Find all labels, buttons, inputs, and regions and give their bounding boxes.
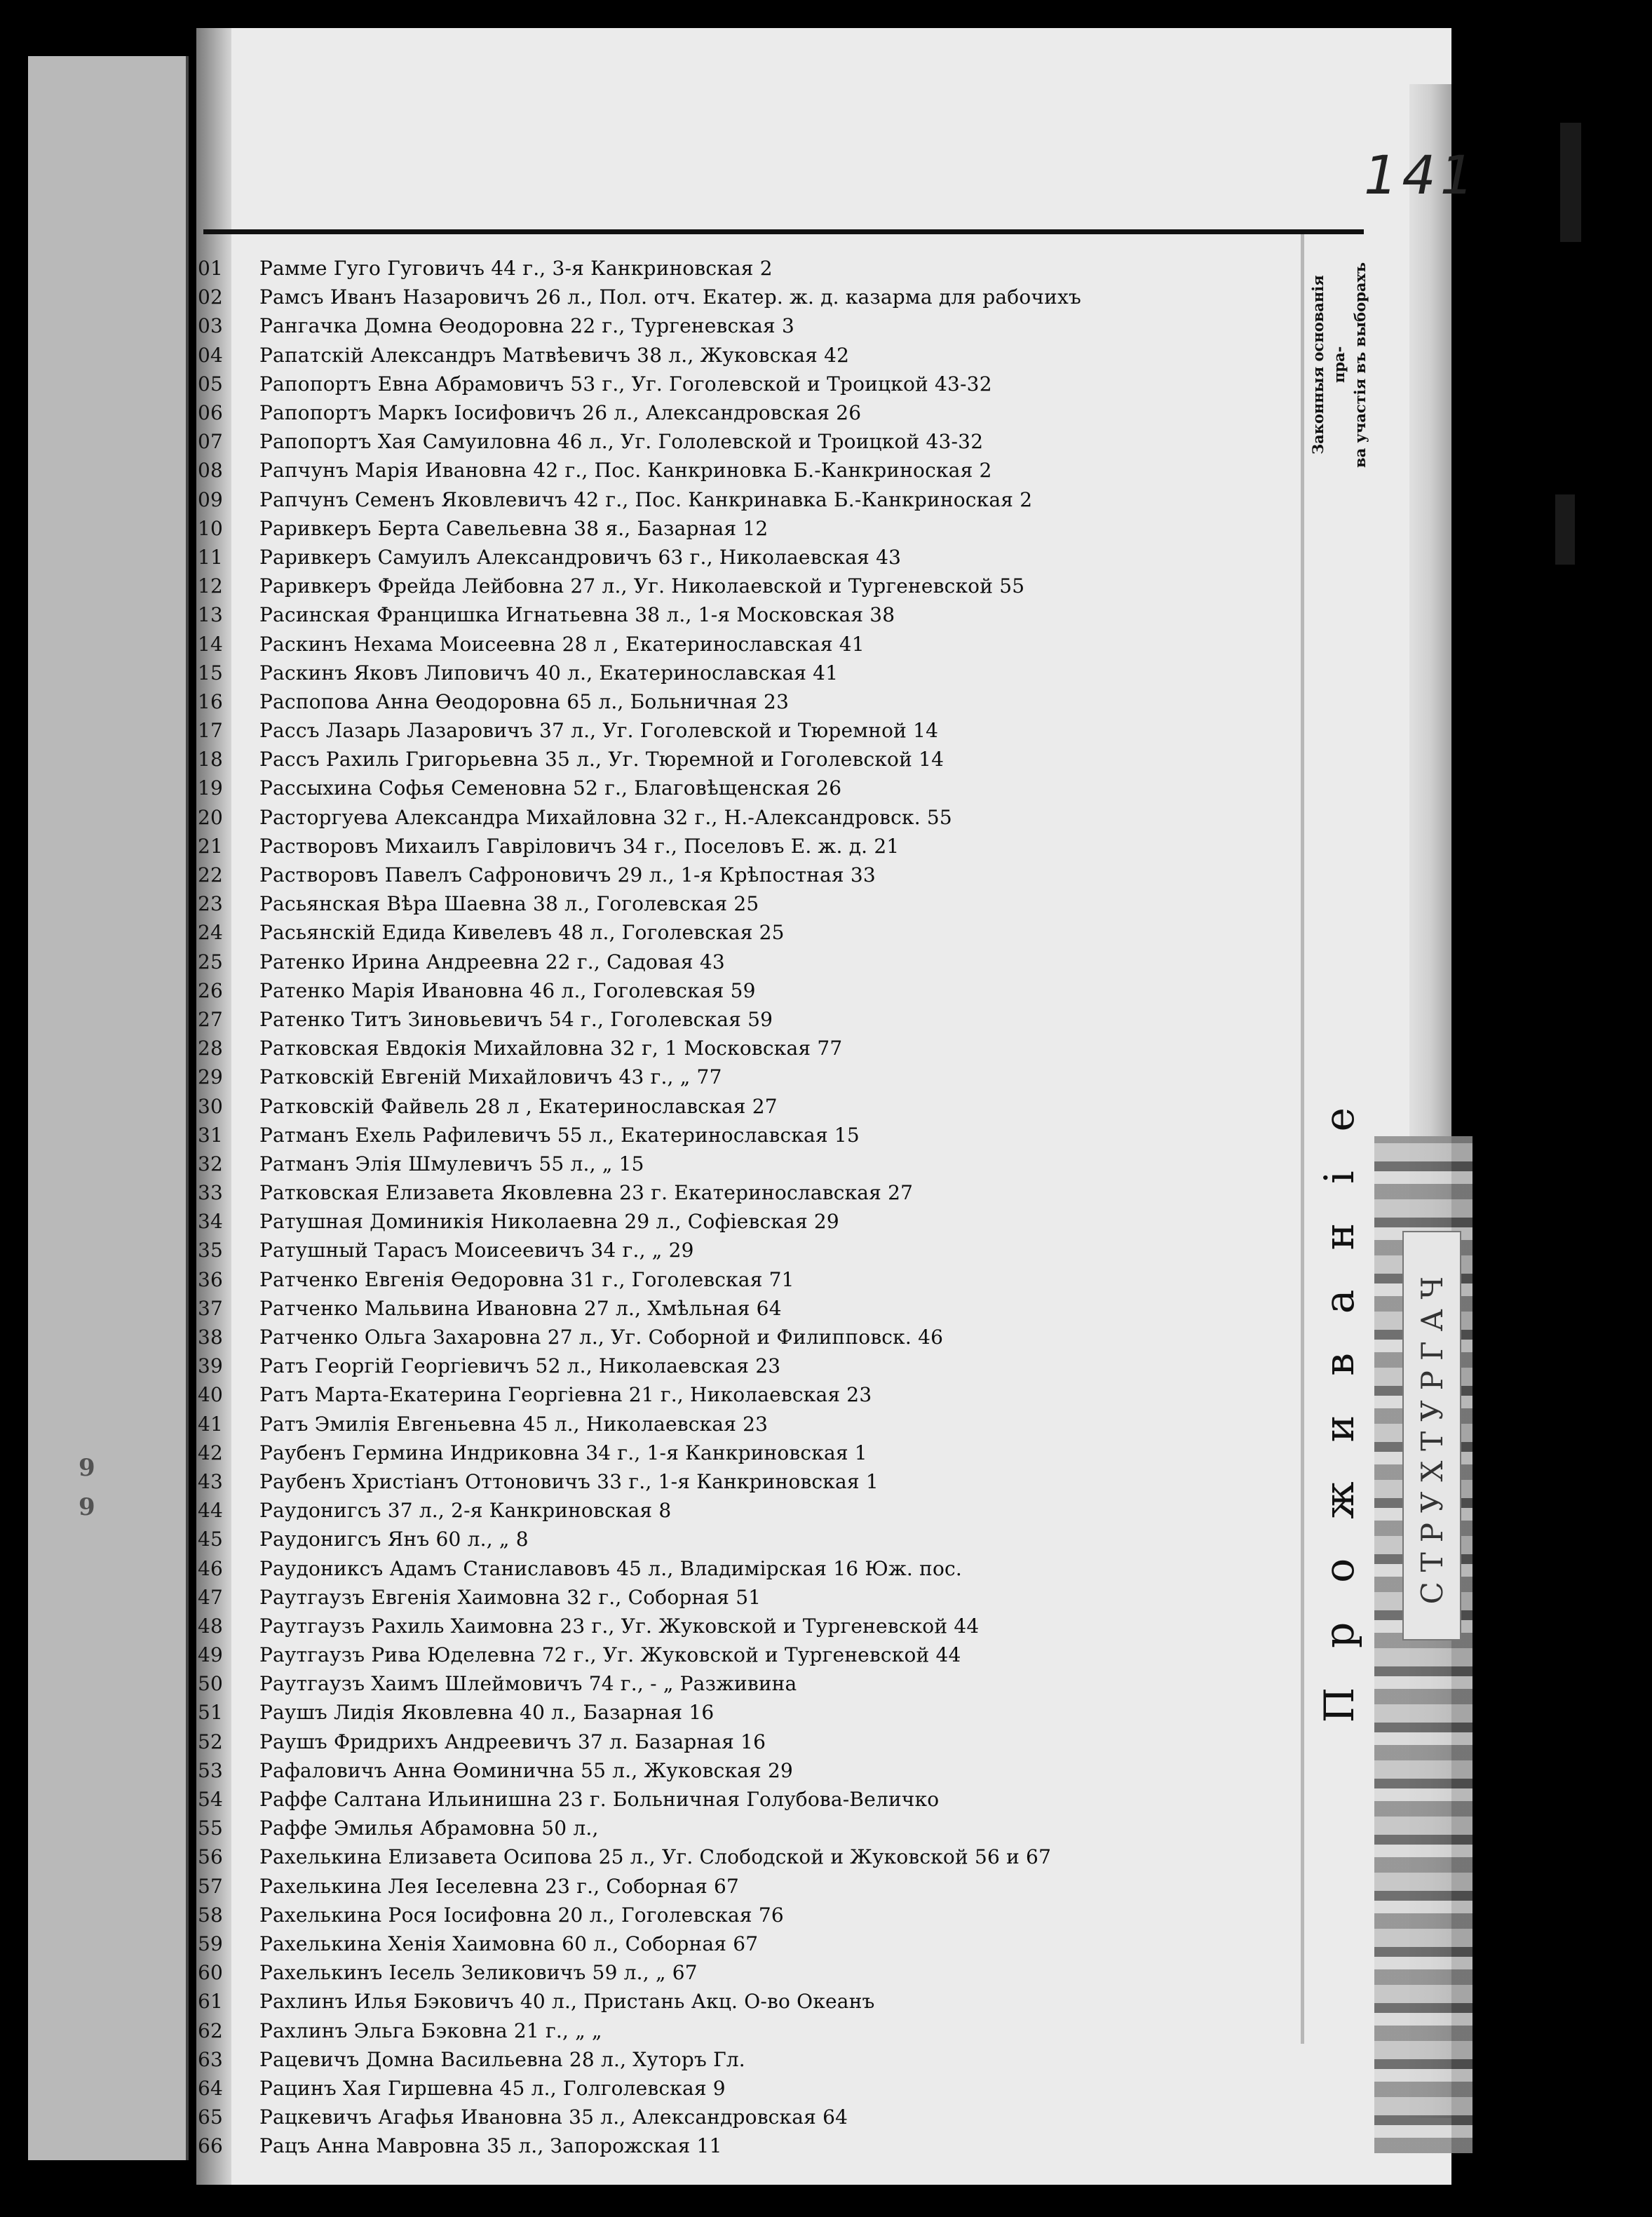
entry-number: 08 (198, 459, 224, 483)
entry-text: Рацъ Анна Мавровна 35 л., Запорожская 11 (259, 2134, 722, 2158)
index-tab (1402, 1231, 1461, 1640)
entry-number: 10 (198, 516, 224, 540)
entry-text: Ратманъ Элія Шмулевичъ 55 л., „ 15 (259, 1152, 644, 1175)
column-heading (1304, 256, 1374, 473)
list-item (196, 1178, 1290, 1207)
entry-text: Ратманъ Ехель Рафилевичъ 55 л., Екатеринославская 15 (259, 1123, 860, 1147)
list-item (196, 2131, 1290, 2160)
entry-number: 21 (198, 834, 224, 858)
entry-number: 42 (198, 1441, 224, 1464)
list-item (196, 2016, 1290, 2044)
entry-number: 16 (198, 689, 224, 713)
entry-number: 62 (198, 2019, 224, 2042)
entry-text: Рассъ Рахиль Григорьевна 35 л., Уг. Тюремной и Гоголевской 14 (259, 748, 945, 771)
entry-text: Рапчунъ Марія Ивановна 42 г., Пос. Канкриновка Б.-Канкриноская 2 (259, 459, 992, 483)
left-margin-mark: 9 (79, 1493, 95, 1521)
entry-number: 54 (198, 1788, 224, 1812)
entry-text: Рахлинъ Эльга Бэковна 21 г., „ „ (259, 2019, 602, 2042)
list-item (196, 1640, 1290, 1669)
entry-number: 44 (198, 1499, 224, 1523)
list-item (196, 283, 1290, 311)
entry-number: 26 (198, 978, 224, 1002)
list-item (196, 600, 1290, 629)
entry-text: Ратушный Тарасъ Моисеевичъ 34 г., „ 29 (259, 1239, 694, 1262)
list-item (196, 948, 1290, 976)
entry-number: 56 (198, 1845, 224, 1869)
entry-text: Распопова Анна Өеодоровна 65 л., Больничная 23 (259, 689, 790, 713)
entry-text: Рахелькина Елизавета Осипова 25 л., Уг. Слободской и Жуковской 56 и 67 (259, 1845, 1052, 1869)
residence-label-text: Проживаніе (1315, 1068, 1363, 1723)
list-item (196, 1612, 1290, 1640)
entry-text: Раскинъ Нехама Моисеевна 28 л , Екатеринославская 41 (259, 632, 865, 656)
entry-text: Ратушная Доминикія Николаевна 29 л., Софіевская 29 (259, 1210, 839, 1234)
entry-number: 64 (198, 2076, 224, 2100)
entry-text: Раривкеръ Берта Савельевна 38 я., Базарная 12 (259, 516, 769, 540)
residence-column-label (1304, 898, 1374, 1894)
entry-text: Раффе Салтана Ильинишна 23 г. Больничная Голубова-Величко (259, 1788, 940, 1812)
entry-text: Расторгуева Александра Михайловна 32 г., Н.-Александровск. 55 (259, 805, 952, 829)
entry-number: 61 (198, 1990, 224, 2014)
entry-text: Ратъ Марта-Екатерина Георгіевна 21 г., Николаевская 23 (259, 1383, 872, 1407)
entry-number: 39 (198, 1354, 224, 1378)
entry-text: Ратенко Титъ Зиновьевичъ 54 г., Гоголевская 59 (259, 1007, 773, 1031)
entry-number: 15 (198, 661, 224, 685)
list-item (196, 1814, 1290, 1842)
list-item (196, 311, 1290, 340)
entry-text: Ратченко Ольга Захаровна 27 л., Уг. Соборной и Филипповск. 46 (259, 1326, 944, 1349)
list-item (196, 889, 1290, 918)
list-item (196, 1525, 1290, 1554)
scan-mark (1555, 494, 1575, 565)
entry-text: Расьянская Вѣра Шаевна 38 л., Гоголевская 25 (259, 892, 759, 916)
entry-number: 33 (198, 1181, 224, 1205)
entry-text: Раутгаузъ Евгенія Хаимовна 32 г., Соборная 51 (259, 1585, 761, 1609)
list-item (196, 1121, 1290, 1150)
list-item (196, 687, 1290, 716)
entry-number: 03 (198, 314, 224, 338)
entry-number: 27 (198, 1007, 224, 1031)
entry-text: Раудонигсъ 37 л., 2-я Канкриновская 8 (259, 1499, 672, 1523)
entry-text: Рахлинъ Илья Бэковичъ 40 л., Пристань Акц. О-во Океанъ (259, 1990, 875, 2014)
entry-number: 48 (198, 1614, 224, 1638)
entry-number: 66 (198, 2134, 224, 2158)
list-item (196, 1756, 1290, 1785)
entry-number: 55 (198, 1817, 224, 1840)
list-item (196, 716, 1290, 745)
list-item (196, 341, 1290, 370)
entry-text: Раушъ Лидія Яковлевна 40 л., Базарная 16 (259, 1701, 715, 1725)
entry-number: 53 (198, 1758, 224, 1782)
list-item (196, 1669, 1290, 1698)
entry-number: 25 (198, 950, 224, 973)
entry-text: Рассыхина Софья Семеновна 52 г., Благовѣщенская 26 (259, 776, 842, 800)
list-item (196, 629, 1290, 658)
list-item (196, 1352, 1290, 1380)
adjacent-page-strip (28, 56, 189, 2160)
list-item (196, 1091, 1290, 1120)
entry-number: 12 (198, 574, 224, 598)
list-item (196, 398, 1290, 427)
entry-text: Ратченко Евгенія Өедоровна 31 г., Гоголевская 71 (259, 1267, 794, 1291)
entry-number: 09 (198, 487, 224, 511)
entry-text: Ратковскій Евгеній Михайловичъ 43 г., „ 77 (259, 1065, 722, 1089)
entry-text: Раудонигсъ Янъ 60 л., „ 8 (259, 1528, 529, 1551)
entry-number: 24 (198, 921, 224, 945)
entry-text: Раутгаузъ Хаимъ Шлеймовичъ 74 г., - „ Разживина (259, 1672, 797, 1696)
entry-number: 43 (198, 1469, 224, 1493)
list-item (196, 1554, 1290, 1582)
entry-text: Раубенъ Гермина Индриковна 34 г., 1-я Канкриновская 1 (259, 1441, 867, 1464)
entry-number: 63 (198, 2047, 224, 2071)
list-item (196, 1727, 1290, 1756)
entry-number: 02 (198, 285, 224, 309)
entry-number: 65 (198, 2105, 224, 2129)
scan-mark (1560, 123, 1581, 242)
list-item (196, 1698, 1290, 1727)
list-item (196, 1005, 1290, 1034)
list-item (196, 2103, 1290, 2131)
entry-number: 29 (198, 1065, 224, 1089)
header-rule (203, 229, 1364, 234)
entry-number: 23 (198, 892, 224, 916)
entry-number: 51 (198, 1701, 224, 1725)
entry-number: 13 (198, 603, 224, 627)
entry-number: 20 (198, 805, 224, 829)
entry-text: Раушъ Фридрихъ Андреевичъ 37 л. Базарная 16 (259, 1730, 766, 1753)
entry-number: 37 (198, 1296, 224, 1320)
entry-number: 46 (198, 1556, 224, 1580)
entry-number: 34 (198, 1210, 224, 1234)
entry-text: Ратенко Ирина Андреевна 22 г., Садовая 43 (259, 950, 725, 973)
entry-number: 41 (198, 1412, 224, 1436)
entry-text: Раутгаузъ Рахиль Хаимовна 23 г., Уг. Жуковской и Тургеневской 44 (259, 1614, 980, 1638)
entry-number: 59 (198, 1932, 224, 1955)
entry-text: Рахелькина Лея Іеселевна 23 г., Соборная 67 (259, 1874, 740, 1898)
list-item (196, 1265, 1290, 1294)
entry-text: Рахелькина Рося Іосифовна 20 л., Гоголевская 76 (259, 1903, 784, 1927)
list-item (196, 774, 1290, 802)
list-item (196, 514, 1290, 543)
entry-text: Рахелькинъ Іесель Зеликовичъ 59 л., „ 67 (259, 1961, 698, 1985)
list-item (196, 2045, 1290, 2074)
entry-number: 58 (198, 1903, 224, 1927)
entry-number: 28 (198, 1037, 224, 1060)
list-item (196, 572, 1290, 600)
entry-text: Рапопортъ Евна Абрамовичъ 53 г., Уг. Гоголевской и Троицкой 43-32 (259, 372, 992, 396)
entry-text: Растворовъ Михаилъ Гавріловичъ 34 г., Поселовъ Е. ж. д. 21 (259, 834, 900, 858)
list-item (196, 1207, 1290, 1236)
list-item (196, 427, 1290, 456)
entry-text: Ратъ Эмилія Евгеньевна 45 л., Николаевская 23 (259, 1412, 769, 1436)
entry-text: Ратковская Елизавета Яковлевна 23 г. Екатеринославская 27 (259, 1181, 914, 1205)
left-margin-mark: 9 (79, 1454, 95, 1482)
list-item (196, 1958, 1290, 1987)
entry-text: Ратенко Марія Ивановна 46 л., Гоголевская 59 (259, 978, 756, 1002)
list-item (196, 1236, 1290, 1265)
entry-number: 57 (198, 1874, 224, 1898)
entry-text: Рапопортъ Хая Самуиловна 46 л., Уг. Гололевской и Троицкой 43-32 (259, 430, 984, 454)
list-item (196, 1380, 1290, 1409)
list-item (196, 1583, 1290, 1612)
entry-number: 05 (198, 372, 224, 396)
list-item (196, 976, 1290, 1005)
list-item (196, 543, 1290, 572)
entry-number: 47 (198, 1585, 224, 1609)
entry-text: Рапчунъ Семенъ Яковлевичъ 42 г., Пос. Канкринавка Б.-Канкриноская 2 (259, 487, 1033, 511)
list-item (196, 2074, 1290, 2103)
list-item (196, 1987, 1290, 2016)
entry-number: 11 (198, 545, 224, 569)
entry-text: Рассъ Лазарь Лазаровичъ 37 л., Уг. Гоголевской и Тюремной 14 (259, 719, 939, 743)
list-item (196, 1901, 1290, 1929)
list-item (196, 485, 1290, 514)
list-item (196, 1063, 1290, 1091)
entry-text: Раривкеръ Самуилъ Александровичъ 63 г., Николаевская 43 (259, 545, 902, 569)
entry-number: 04 (198, 343, 224, 367)
entry-number: 17 (198, 719, 224, 743)
list-item (196, 1294, 1290, 1323)
list-item (196, 803, 1290, 832)
entry-text: Ратковская Евдокія Михайловна 32 г, 1 Московская 77 (259, 1037, 843, 1060)
entry-text: Расинская Францишка Игнатьевна 38 л., 1-я Московская 38 (259, 603, 895, 627)
entry-text: Ратковскій Файвель 28 л , Екатеринославская 27 (259, 1094, 778, 1118)
entry-number: 38 (198, 1326, 224, 1349)
list-item (196, 1785, 1290, 1814)
entry-number: 40 (198, 1383, 224, 1407)
entry-number: 35 (198, 1239, 224, 1262)
entry-text: Ратъ Георгій Георгіевичъ 52 л., Николаевская 23 (259, 1354, 781, 1378)
list-item (196, 918, 1290, 947)
column-heading-text: Законныя основанія пра- ва участія въ выборахъ (1309, 262, 1369, 468)
entry-text: Рамсъ Иванъ Назаровичъ 26 л., Пол. отч. Екатер. ж. д. казарма для рабочихъ (259, 285, 1081, 309)
list-item (196, 1467, 1290, 1496)
entry-text: Раубенъ Христіанъ Оттоновичъ 33 г., 1-я Канкриновская 1 (259, 1469, 879, 1493)
entry-text: Ратченко Мальвина Ивановна 27 л., Хмѣльная 64 (259, 1296, 782, 1320)
entry-number: 36 (198, 1267, 224, 1291)
list-item (196, 832, 1290, 861)
list-item (196, 659, 1290, 687)
entry-text: Рацинъ Хая Гиршевна 45 л., Голголевская 9 (259, 2076, 726, 2100)
entry-number: 22 (198, 863, 224, 887)
entry-number: 60 (198, 1961, 224, 1985)
list-item (196, 254, 1290, 283)
list-item (196, 1496, 1290, 1525)
entry-number: 19 (198, 776, 224, 800)
entry-text: Рахелькина Хенія Хаимовна 60 л., Соборная 67 (259, 1932, 759, 1955)
entry-number: 14 (198, 632, 224, 656)
entry-text: Раривкеръ Фрейда Лейбовна 27 л., Уг. Николаевской и Тургеневской 55 (259, 574, 1025, 598)
entry-number: 30 (198, 1094, 224, 1118)
entry-text: Рацевичъ Домна Васильевна 28 л., Хуторъ Гл. (259, 2047, 745, 2071)
list-item (196, 1842, 1290, 1871)
entry-number: 07 (198, 430, 224, 454)
entry-text: Рацкевичъ Агафья Ивановна 35 л., Александровская 64 (259, 2105, 848, 2129)
entry-text: Рафаловичъ Анна Өоминична 55 л., Жуковская 29 (259, 1758, 794, 1782)
entry-text: Раутгаузъ Рива Юделевна 72 г., Уг. Жуковской и Тургеневской 44 (259, 1643, 961, 1667)
entry-number: 50 (198, 1672, 224, 1696)
entry-text: Растворовъ Павелъ Сафроновичъ 29 л., 1-я Крѣпостная 33 (259, 863, 876, 887)
list-item (196, 1872, 1290, 1901)
voter-list (196, 254, 1290, 2160)
list-item (196, 1034, 1290, 1063)
entry-text: Рапатскій Александръ Матвѣевичъ 38 л., Жуковская 42 (259, 343, 850, 367)
entry-number: 18 (198, 748, 224, 771)
index-tab-text: СТРУХТУРГАЧ (1414, 1267, 1449, 1605)
entry-text: Раскинъ Яковъ Липовичъ 40 л., Екатеринославская 41 (259, 661, 839, 685)
page-number: 141 (1364, 144, 1479, 206)
list-item (196, 1150, 1290, 1178)
list-item (196, 1410, 1290, 1438)
entry-number: 01 (198, 257, 224, 281)
list-item (196, 1438, 1290, 1467)
entry-number: 32 (198, 1152, 224, 1175)
list-item (196, 456, 1290, 485)
list-item (196, 861, 1290, 889)
list-item (196, 745, 1290, 774)
entry-text: Рамме Гуго Гуговичъ 44 г., 3-я Канкриновская 2 (259, 257, 773, 281)
entry-text: Рапопортъ Маркъ Іосифовичъ 26 л., Александровская 26 (259, 401, 862, 425)
entry-text: Раффе Эмилья Абрамовна 50 л., (259, 1817, 599, 1840)
entry-number: 31 (198, 1123, 224, 1147)
entry-text: Раудониксъ Адамъ Станиславовъ 45 л., Владимірская 16 Юж. пос. (259, 1556, 963, 1580)
entry-number: 06 (198, 401, 224, 425)
left-margin-marks (79, 1448, 95, 1527)
entry-number: 49 (198, 1643, 224, 1667)
list-item (196, 1323, 1290, 1352)
entry-text: Рангачка Домна Өеодоровна 22 г., Тургеневская 3 (259, 314, 794, 338)
list-item (196, 370, 1290, 398)
list-item (196, 1929, 1290, 1958)
entry-number: 45 (198, 1528, 224, 1551)
entry-text: Расьянскій Едида Кивелевъ 48 л., Гоголевская 25 (259, 921, 785, 945)
entry-number: 52 (198, 1730, 224, 1753)
